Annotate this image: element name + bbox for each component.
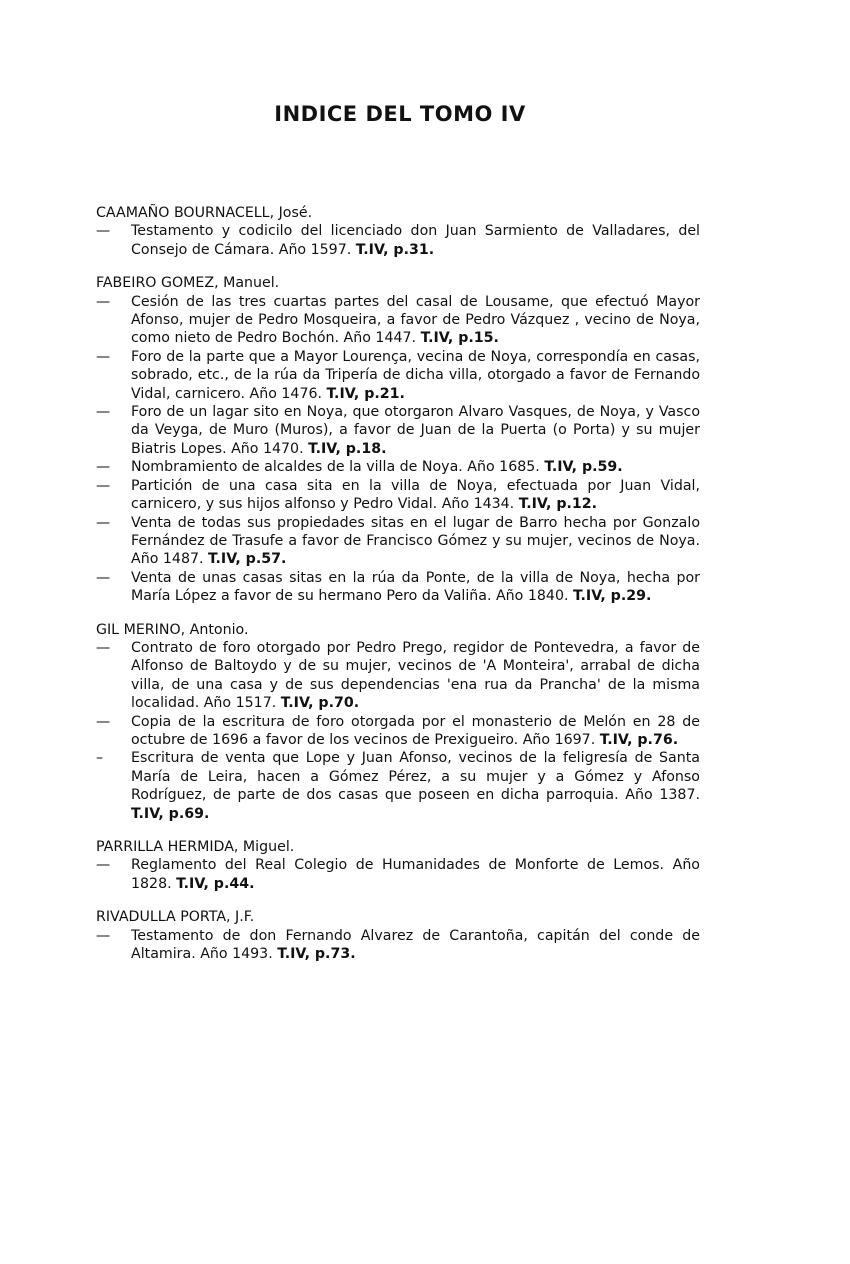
author-name: PARRILLA HERMIDA, Miguel. bbox=[96, 839, 295, 855]
index-entry bbox=[96, 514, 700, 569]
entry-reference: T.IV, p.69. bbox=[131, 805, 210, 822]
page-title: INDICE DEL TOMO IV bbox=[274, 102, 526, 126]
entry-reference: T.IV, p.57. bbox=[208, 551, 287, 568]
entry-dash: — bbox=[96, 927, 111, 944]
entry-reference: T.IV, p.44. bbox=[176, 875, 255, 892]
entry-dash: — bbox=[96, 223, 111, 240]
author-name: FABEIRO GOMEZ, Manuel. bbox=[96, 275, 280, 292]
index-entry bbox=[96, 222, 700, 259]
entry-dash: — bbox=[96, 459, 111, 476]
index-entry bbox=[96, 749, 700, 823]
index-entry bbox=[96, 348, 700, 403]
index-entry bbox=[96, 458, 700, 476]
entry-text: Nombramiento de alcaldes de la villa de Noya. Año 1685. bbox=[131, 459, 545, 476]
entry-dash: — bbox=[96, 293, 111, 310]
entry-text: Partición de una casa sita en la villa de Noya, efectuada por Juan Vidal, carnicero, y sus hijos alfonso y Pedro Vidal. Año 1434. bbox=[131, 477, 700, 513]
entry-reference: T.IV, p.21. bbox=[326, 385, 405, 402]
entry-reference: T.IV, p.73. bbox=[277, 946, 356, 963]
entry-reference: T.IV, p.76. bbox=[599, 731, 679, 748]
author-name: CAAMAÑO BOURNACELL, José. bbox=[96, 205, 313, 221]
entry-reference: T.IV, p.15. bbox=[420, 330, 499, 347]
entry-dash: — bbox=[96, 639, 111, 656]
index-content bbox=[96, 204, 700, 978]
entry-reference: T.IV, p.18. bbox=[308, 440, 387, 457]
entry-text: Copia de la escritura de foro otorgada por el monasterio de Melón en 28 de octubre de 1696 a favor de los vecinos de Prexigueiro. Año 1697. bbox=[131, 713, 700, 748]
entry-dash: — bbox=[96, 569, 111, 586]
entry-dash: — bbox=[96, 857, 111, 874]
entry-text: Escritura de venta que Lope y Juan Afonso, vecinos de la feligresía de Santa María de Leira, hacen a Gómez Pérez, a su mujer y a Gómez y Afonso Rodríguez, de parte de dos casas que poseen en dicha parroquia. Año 1387. bbox=[131, 750, 700, 804]
author-section bbox=[96, 621, 700, 823]
index-entry bbox=[96, 856, 700, 893]
entry-reference: T.IV, p.29. bbox=[573, 588, 652, 605]
index-entry bbox=[96, 403, 700, 458]
entry-text: Venta de unas casas sitas en la rúa da Ponte, de la villa de Noya, hecha por María López a favor de su hermano Pero da Valiña. Año 1840. bbox=[131, 569, 700, 605]
entry-dash: — bbox=[96, 713, 111, 730]
entry-text: Cesión de las tres cuartas partes del casal de Lousame, que efectuó Mayor Afonso, mujer de Pedro Mosqueira, a favor de Pedro Vázquez , vecino de Noya, como nieto de Pedro Bochón. Año 1447. bbox=[131, 293, 700, 347]
entry-reference: T.IV, p.12. bbox=[518, 496, 598, 513]
entry-dash: — bbox=[96, 348, 111, 365]
author-section bbox=[96, 908, 700, 963]
author-section bbox=[96, 204, 700, 259]
entry-reference: T.IV, p.31. bbox=[355, 241, 435, 258]
entry-text: Contrato de foro otorgado por Pedro Prego, regidor de Pontevedra, a favor de Alfonso de Baltoydo y de su mujer, vecinos de 'A Monteira', arrabal de dicha villa, de una casa y de sus dependencias 'ena rua da Prancha' de la misma localidad. Año 1517. bbox=[131, 639, 700, 712]
index-entry bbox=[96, 927, 700, 964]
entry-text: Reglamento del Real Colegio de Humanidades de Monforte de Lemos. Año 1828. bbox=[131, 857, 700, 892]
entry-dash: — bbox=[96, 477, 111, 494]
author-section bbox=[96, 838, 700, 893]
entry-dash: — bbox=[96, 404, 111, 421]
entry-dash: — bbox=[96, 514, 111, 531]
entry-dash: – bbox=[96, 750, 104, 767]
entry-reference: T.IV, p.59. bbox=[544, 459, 623, 476]
entry-text: Testamento y codicilo del licenciado don Juan Sarmiento de Valladares, del Consejo de Cámara. Año 1597. bbox=[131, 223, 700, 258]
entry-reference: T.IV, p.70. bbox=[280, 695, 360, 712]
entry-text: Foro de un lagar sito en Noya, que otorgaron Alvaro Vasques, de Noya, y Vasco da Veyga, de Muro (Muros), a favor de Juan de la Puerta (o Porta) y su mujer Biatris Lopes. Año 1470. bbox=[131, 404, 700, 457]
author-name: RIVADULLA PORTA, J.F. bbox=[96, 909, 255, 926]
index-entry bbox=[96, 569, 700, 606]
entry-text: Venta de todas sus propiedades sitas en el lugar de Barro hecha por Gonzalo Fernández de Trasufe a favor de Francisco Gómez y su mujer, vecinos de Noya. Año 1487. bbox=[131, 514, 700, 568]
index-entry bbox=[96, 477, 700, 514]
index-entry bbox=[96, 293, 700, 348]
index-entry bbox=[96, 639, 700, 713]
author-section bbox=[96, 274, 700, 605]
entry-text: Testamento de don Fernando Alvarez de Carantoña, capitán del conde de Altamira. Año 1493. bbox=[131, 927, 700, 963]
entry-text: Foro de la parte que a Mayor Lourença, vecina de Noya, correspondía en casas, sobrado, etc., de la rúa da Tripería de dicha villa, otorgado a favor de Fernando Vidal, carnicero. Año 1476. bbox=[131, 348, 700, 402]
index-entry bbox=[96, 713, 700, 750]
author-name: GIL MERINO, Antonio. bbox=[96, 621, 249, 638]
